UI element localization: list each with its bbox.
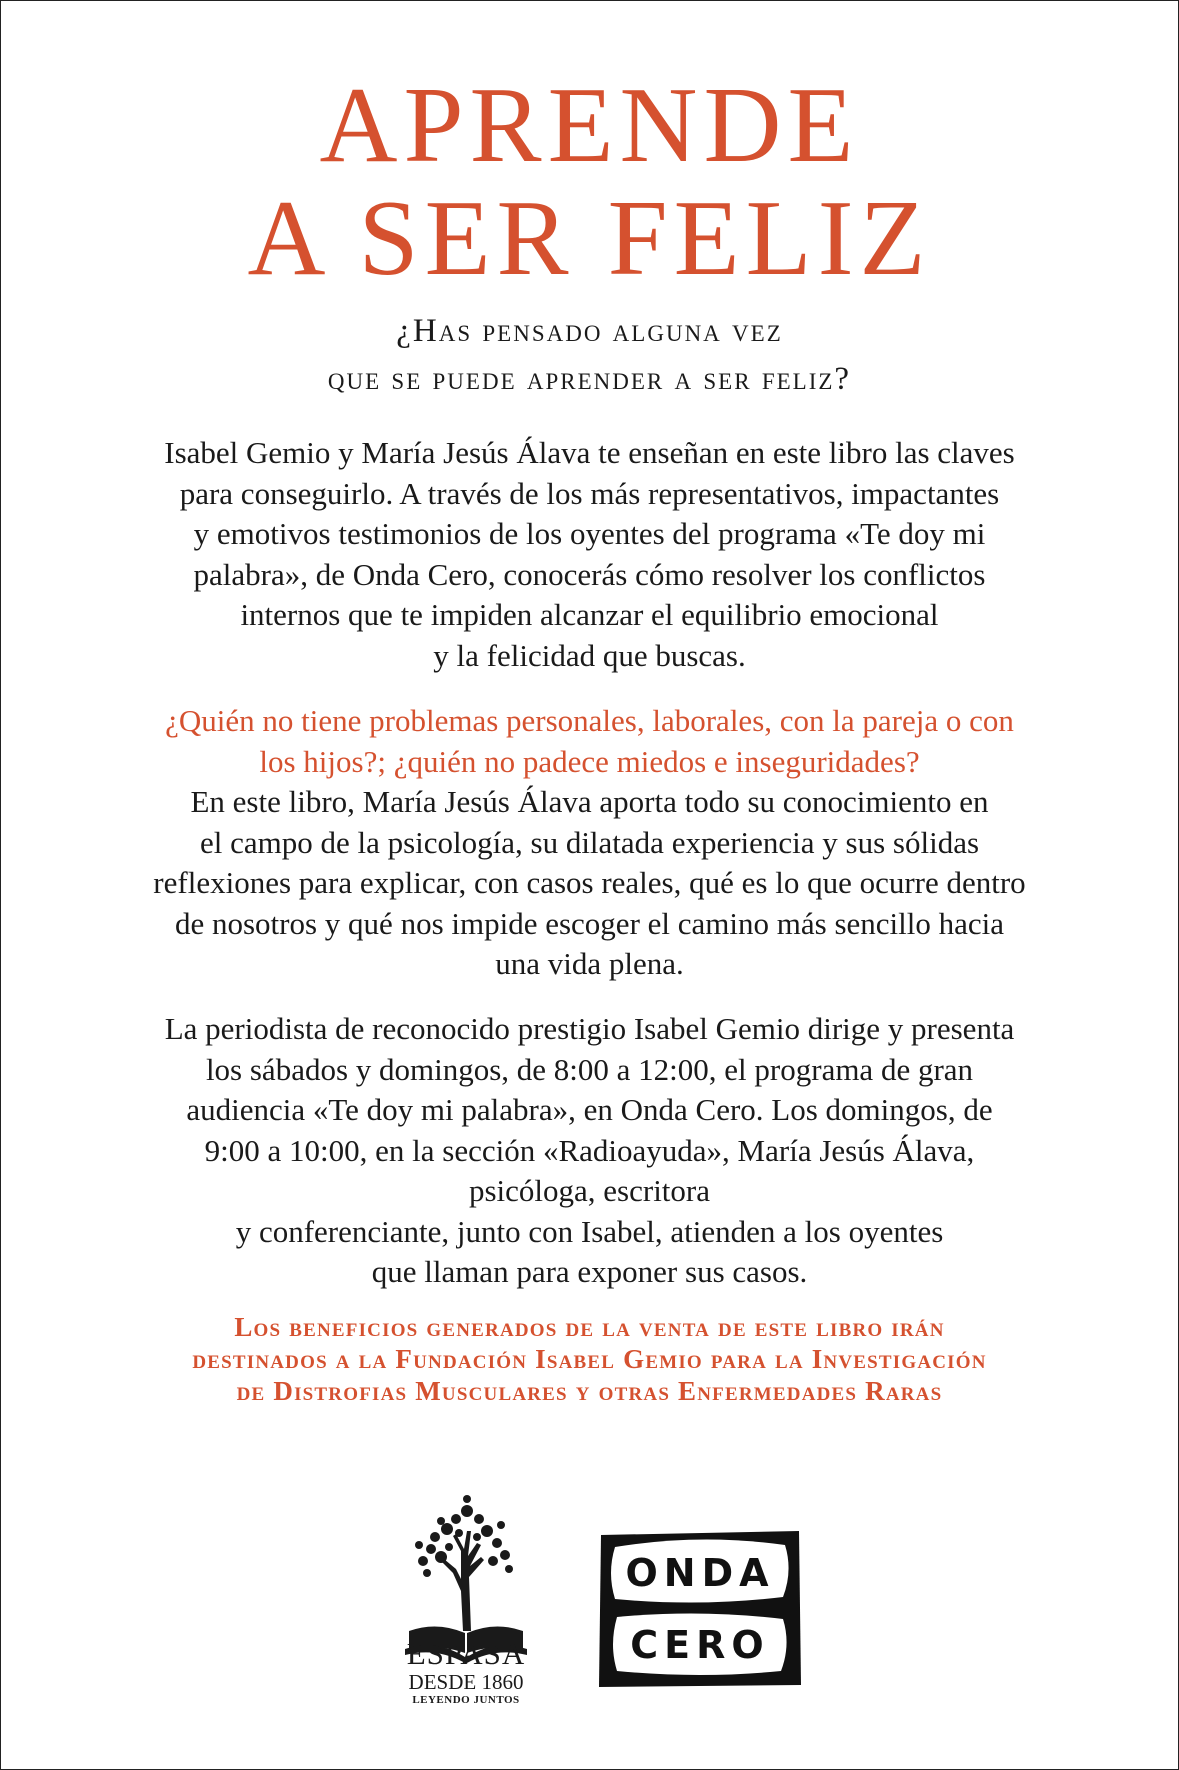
- text-line: una vida plena.: [495, 946, 684, 981]
- book-title: [1, 66, 1178, 298]
- text-line: internos que te impiden alcanzar el equilibrio emocional: [240, 597, 939, 632]
- onda-cero-logo: [595, 1529, 805, 1689]
- benefits-line: destinados a la Fundación Isabel Gemio para la Investigación: [192, 1344, 987, 1374]
- text-line: los sábados y domingos, de 8:00 a 12:00, el programa de gran: [205, 1051, 974, 1087]
- question-line: ¿Quién no tiene problemas personales, laborales, con la pareja o con: [165, 703, 1014, 738]
- text-line: audiencia «Te doy mi palabra», en Onda Cero. Los domingos, de: [186, 1092, 993, 1127]
- hosts-paragraph: [61, 1009, 1118, 1293]
- text-line: el campo de la psicología, su dilatada experiencia y sus sólidas: [199, 824, 980, 860]
- espasa-logo-text: [391, 1637, 541, 1707]
- text-line: y la felicidad que buscas.: [433, 637, 746, 673]
- question-line: los hijos?; ¿quién no padece miedos e inseguridades?: [259, 743, 920, 779]
- subtitle: [1, 307, 1178, 403]
- title-line-2: A SER FELIZ: [247, 179, 932, 298]
- text-line: psicóloga, escritora: [468, 1173, 711, 1208]
- benefits-line: de Distrofias Musculares y otras Enfermedades Raras: [236, 1376, 943, 1406]
- text-line: palabra», de Onda Cero, conocerás cómo resolver los conflictos: [193, 556, 986, 592]
- text-line: reflexiones para explicar, con casos reales, qué es lo que ocurre dentro: [153, 865, 1026, 900]
- title-line-1: APRENDE: [319, 66, 860, 185]
- cero-word: CERO: [630, 1623, 770, 1667]
- benefits-note: [41, 1311, 1138, 1407]
- espasa-tagline: LEYENDO JUNTOS: [412, 1694, 520, 1706]
- benefits-line: Los beneficios generados de la venta de este libro irán: [234, 1312, 945, 1342]
- text-line: que llaman para exponer sus casos.: [371, 1254, 808, 1289]
- text-line: y conferenciante, junto con Isabel, atienden a los oyentes: [235, 1213, 944, 1249]
- text-line: La periodista de reconocido prestigio Isabel Gemio dirige y presenta: [164, 1011, 1015, 1046]
- text-line: En este libro, María Jesús Álava aporta todo su conocimiento en: [190, 784, 989, 819]
- text-line: 9:00 a 10:00, en la sección «Radioayuda», María Jesús Álava,: [204, 1132, 975, 1168]
- espasa-since: DESDE 1860: [408, 1670, 524, 1694]
- subtitle-line-2: que se puede aprender a ser feliz?: [327, 361, 852, 397]
- intro-paragraph: [61, 433, 1118, 676]
- text-line: para conseguirlo. A través de los más representativos, impactantes: [179, 475, 1000, 511]
- espasa-name: ESPASA: [406, 1636, 526, 1671]
- text-line: de nosotros y qué nos impide escoger el camino más sencillo hacia: [174, 905, 1005, 941]
- text-line: Isabel Gemio y María Jesús Álava te enseñan en este libro las claves: [164, 435, 1015, 470]
- onda-word: ONDA: [625, 1551, 775, 1595]
- text-line: y emotivos testimonios de los oyentes del programa «Te doy mi: [193, 516, 986, 551]
- subtitle-line-1: ¿Has pensado alguna vez: [396, 313, 783, 349]
- question-paragraph: [61, 701, 1118, 985]
